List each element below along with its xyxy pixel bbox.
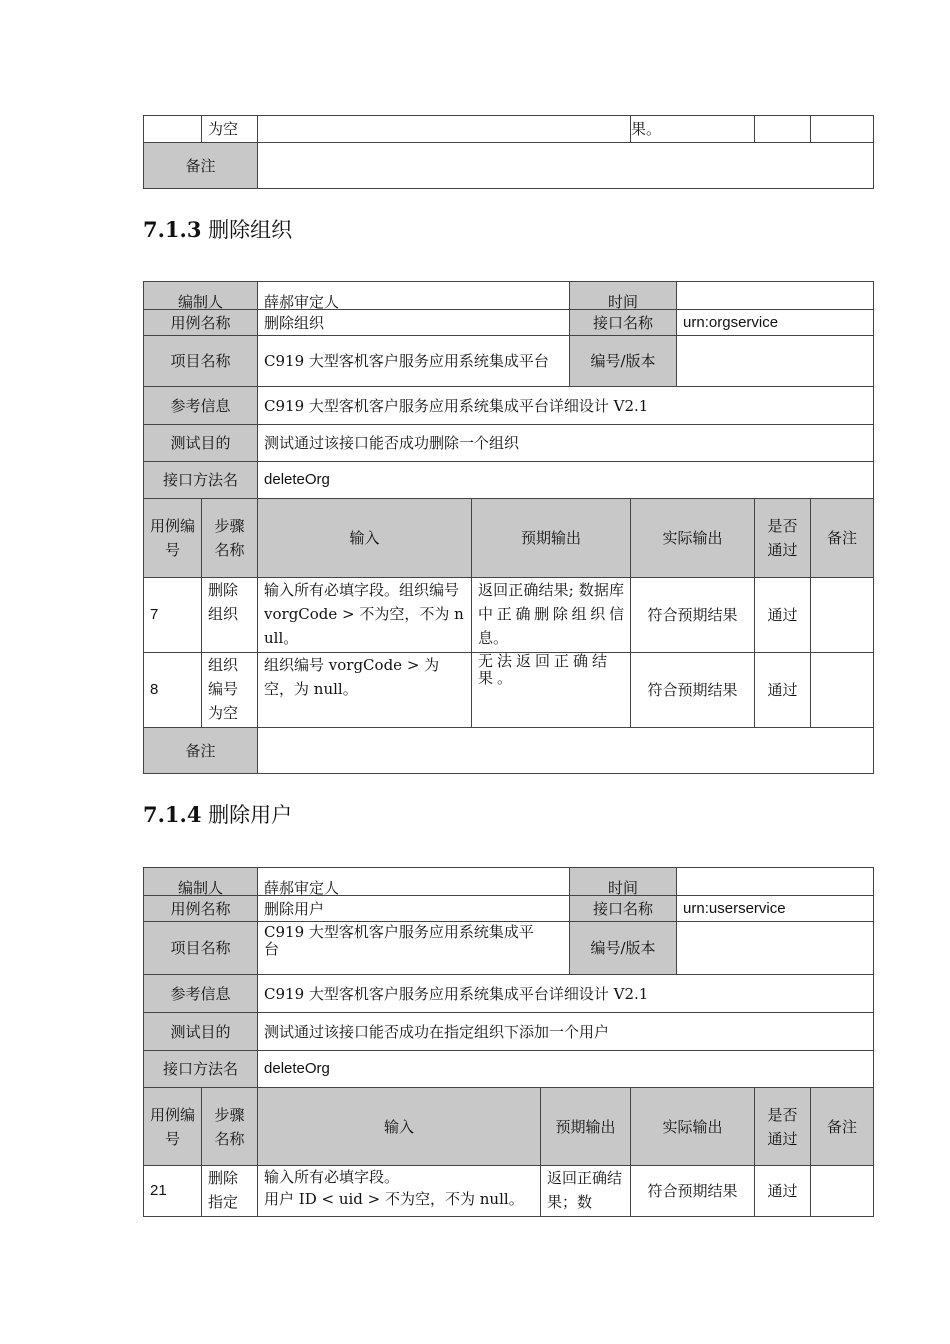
expected-cell: 返回正确结果；数 bbox=[541, 1166, 631, 1217]
remark-value bbox=[258, 143, 874, 189]
header-remark: 备注 bbox=[811, 499, 874, 578]
time-value bbox=[677, 282, 874, 310]
case-name-value: 删除用户 bbox=[258, 896, 570, 922]
input-cell: 组织编号 vorgCode > 为空，为 null。 bbox=[258, 653, 472, 728]
editor-label: 编制人 bbox=[144, 868, 258, 896]
interface-name-value: urn:orgservice bbox=[677, 310, 874, 336]
method-value: deleteOrg bbox=[258, 1051, 874, 1088]
case-name-value: 删除组织 bbox=[258, 310, 570, 336]
header-step: 步骤名称 bbox=[202, 499, 258, 578]
header-pass: 是否通过 bbox=[755, 499, 811, 578]
project-name-value bbox=[258, 922, 570, 975]
method-label: 接口方法名 bbox=[144, 462, 258, 499]
remark-cell bbox=[811, 653, 874, 728]
purpose-label: 测试目的 bbox=[144, 425, 258, 462]
reference-label: 参考信息 bbox=[144, 975, 258, 1013]
input-line: 用户 ID < uid > 不为空，不为 null。 bbox=[264, 1190, 524, 1208]
interface-name-value: urn:userservice bbox=[677, 896, 874, 922]
header-remark: 备注 bbox=[811, 1088, 874, 1166]
pass-cell: 通过 bbox=[755, 578, 811, 653]
purpose-value: 测试通过该接口能否成功删除一个组织 bbox=[258, 425, 874, 462]
step-cell: 组织编号为空 bbox=[202, 653, 258, 728]
actual-cell: 符合预期结果 bbox=[631, 578, 755, 653]
editor-value: 薛郝审定人 bbox=[258, 282, 570, 310]
section-number: 7.1.3 bbox=[143, 217, 202, 242]
reference-value: C919 大型客机客户服务应用系统集成平台详细设计 V2.1 bbox=[258, 387, 874, 425]
remark-label: 备注 bbox=[144, 143, 258, 189]
step-cell: 删除指定 bbox=[202, 1166, 258, 1217]
table-row bbox=[144, 1166, 874, 1217]
project-name-label: 项目名称 bbox=[144, 336, 258, 387]
remark-label: 备注 bbox=[144, 728, 258, 774]
section-number: 7.1.4 bbox=[143, 802, 202, 827]
table-row bbox=[144, 653, 874, 728]
time-label: 时间 bbox=[570, 868, 677, 896]
header-input: 输入 bbox=[258, 1088, 541, 1166]
header-actual: 实际输出 bbox=[631, 1088, 755, 1166]
expected-cell: 返回正确结果; 数据库中正确删除组织信息。 bbox=[472, 578, 631, 653]
project-name-label: 项目名称 bbox=[144, 922, 258, 975]
editor-label: 编制人 bbox=[144, 282, 258, 310]
input-cell bbox=[258, 1166, 541, 1217]
remark-cell bbox=[811, 1166, 874, 1217]
section-heading-714 bbox=[143, 799, 292, 829]
expected-cell: 无法返回正确结果。 bbox=[472, 653, 631, 728]
table-row bbox=[144, 578, 874, 653]
header-pass: 是否通过 bbox=[755, 1088, 811, 1166]
actual-cell: 符合预期结果 bbox=[631, 1166, 755, 1217]
time-label: 时间 bbox=[570, 282, 677, 310]
reference-value: C919 大型客机客户服务应用系统集成平台详细设计 V2.1 bbox=[258, 975, 874, 1013]
version-label: 编号/版本 bbox=[570, 336, 677, 387]
table-cell bbox=[811, 116, 874, 143]
header-case-no: 用例编号 bbox=[144, 499, 202, 578]
header-step: 步骤名称 bbox=[202, 1088, 258, 1166]
purpose-value: 测试通过该接口能否成功在指定组织下添加一个用户 bbox=[258, 1013, 874, 1051]
interface-name-label: 接口名称 bbox=[570, 896, 677, 922]
header-expected: 预期输出 bbox=[541, 1088, 631, 1166]
section-title: 删除用户 bbox=[208, 803, 293, 827]
input-cell bbox=[258, 116, 631, 143]
top-table bbox=[143, 115, 874, 189]
expected-output-cell: 果。 bbox=[631, 116, 755, 143]
input-line: 输入所有必填字段。 bbox=[264, 1168, 400, 1186]
case-no-cell: 21 bbox=[144, 1166, 202, 1217]
case-name-label: 用例名称 bbox=[144, 310, 258, 336]
actual-cell: 符合预期结果 bbox=[631, 653, 755, 728]
section-heading-713 bbox=[143, 214, 292, 244]
reference-label: 参考信息 bbox=[144, 387, 258, 425]
input-cell: 输入所有必填字段。组织编号 vorgCode > 不为空，不为 null。 bbox=[258, 578, 472, 653]
header-case-no: 用例编号 bbox=[144, 1088, 202, 1166]
version-label: 编号/版本 bbox=[570, 922, 677, 975]
remark-value bbox=[258, 728, 874, 774]
case-no-cell: 8 bbox=[144, 653, 202, 728]
test-case-table-714 bbox=[143, 867, 874, 1217]
step-cell: 删除组织 bbox=[202, 578, 258, 653]
purpose-label: 测试目的 bbox=[144, 1013, 258, 1051]
table-cell bbox=[144, 116, 202, 143]
project-name-value: C919 大型客机客户服务应用系统集成平台 bbox=[258, 336, 570, 387]
version-value bbox=[677, 336, 874, 387]
test-case-table-713 bbox=[143, 281, 874, 774]
step-cell: 为空 bbox=[202, 116, 258, 143]
header-input: 输入 bbox=[258, 499, 472, 578]
header-expected: 预期输出 bbox=[472, 499, 631, 578]
method-label: 接口方法名 bbox=[144, 1051, 258, 1088]
project-name-text: C919 大型客机客户服务应用系统集成平台 bbox=[264, 923, 534, 958]
section-title: 删除组织 bbox=[208, 218, 293, 242]
interface-name-label: 接口名称 bbox=[570, 310, 677, 336]
time-value bbox=[677, 868, 874, 896]
header-actual: 实际输出 bbox=[631, 499, 755, 578]
pass-cell: 通过 bbox=[755, 653, 811, 728]
table-cell bbox=[755, 116, 811, 143]
remark-cell bbox=[811, 578, 874, 653]
editor-value: 薛郝审定人 bbox=[258, 868, 570, 896]
method-value: deleteOrg bbox=[258, 462, 874, 499]
case-no-cell: 7 bbox=[144, 578, 202, 653]
case-name-label: 用例名称 bbox=[144, 896, 258, 922]
pass-cell: 通过 bbox=[755, 1166, 811, 1217]
version-value bbox=[677, 922, 874, 975]
